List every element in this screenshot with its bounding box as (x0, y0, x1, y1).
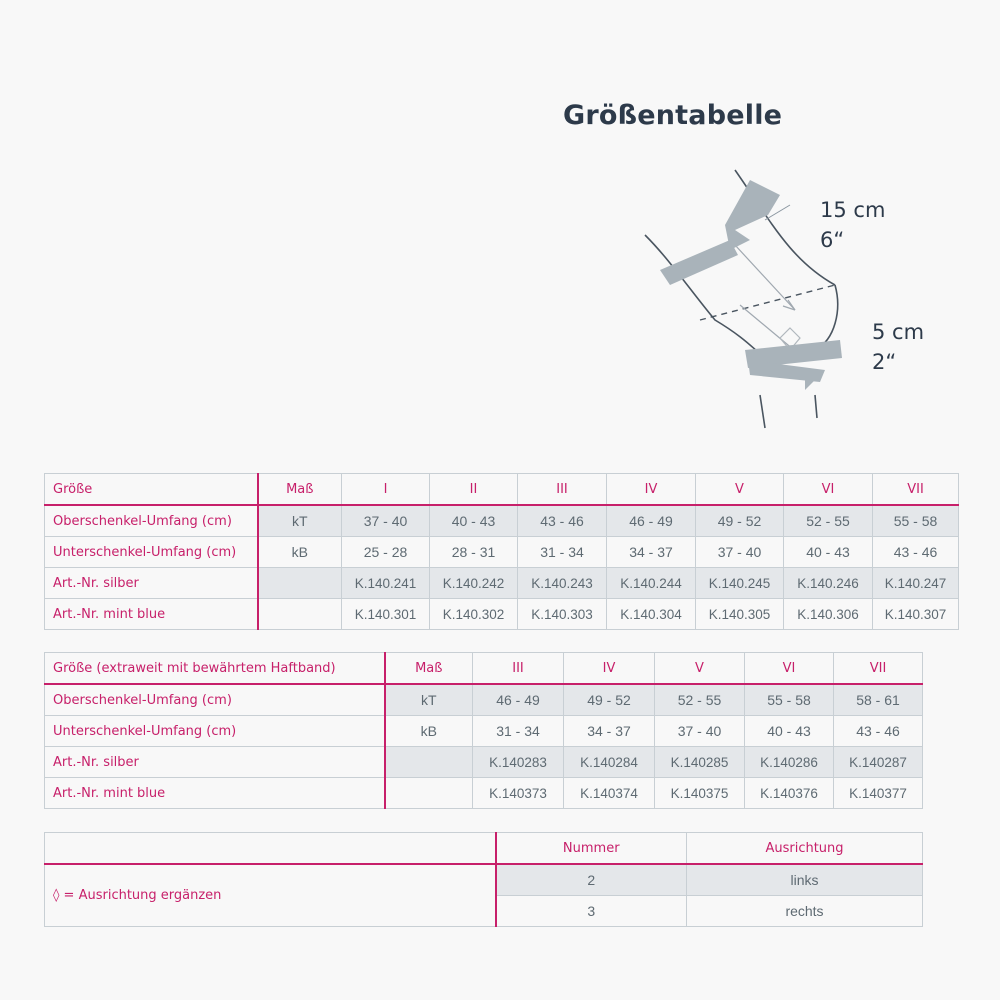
lower-measure-cm: 5 cm (872, 320, 925, 344)
value-cell: K.140.243 (518, 568, 607, 599)
value-cell: K.140376 (745, 778, 834, 809)
table-row (45, 747, 923, 778)
row-label: Unterschenkel-Umfang (cm) (45, 716, 385, 747)
number-header: Nummer (496, 833, 687, 865)
size-col: V (696, 474, 784, 506)
value-cell: 37 - 40 (342, 505, 430, 537)
value-cell: 49 - 52 (564, 684, 655, 716)
mass-header: Maß (385, 653, 473, 685)
table-row (45, 537, 959, 568)
value-cell: K.140.301 (342, 599, 430, 630)
value-cell: 31 - 34 (518, 537, 607, 568)
value-cell: K.140.303 (518, 599, 607, 630)
size-col: III (518, 474, 607, 506)
size-col: IV (564, 653, 655, 685)
value-cell: K.140374 (564, 778, 655, 809)
row-label: Unterschenkel-Umfang (cm) (45, 537, 258, 568)
value-cell: 52 - 55 (655, 684, 745, 716)
value-cell: K.140.306 (784, 599, 873, 630)
upper-measure-cm: 15 cm (820, 198, 886, 222)
mass-cell (385, 778, 473, 809)
size-col: VII (834, 653, 923, 685)
orientation-header: Ausrichtung (687, 833, 923, 865)
size-col: VI (745, 653, 834, 685)
table-row (45, 599, 959, 630)
upper-measure-in: 6“ (820, 228, 845, 252)
value-cell: 28 - 31 (430, 537, 518, 568)
mass-cell (385, 747, 473, 778)
mass-cell: kB (385, 716, 473, 747)
value-cell: K.140373 (473, 778, 564, 809)
table-row (45, 505, 959, 537)
value-cell: K.140.307 (873, 599, 959, 630)
table-row (45, 716, 923, 747)
value-cell: K.140.305 (696, 599, 784, 630)
size-col: IV (607, 474, 696, 506)
table-row (45, 778, 923, 809)
row-label: Art.-Nr. silber (45, 747, 385, 778)
value-cell: 52 - 55 (784, 505, 873, 537)
value-cell: 55 - 58 (745, 684, 834, 716)
row-label: Art.-Nr. silber (45, 568, 258, 599)
size-col: II (430, 474, 518, 506)
value-cell: K.140.245 (696, 568, 784, 599)
value-cell: K.140283 (473, 747, 564, 778)
number-cell: 3 (496, 896, 687, 927)
mass-cell: kT (258, 505, 342, 537)
mass-cell: kB (258, 537, 342, 568)
value-cell: 49 - 52 (696, 505, 784, 537)
value-cell: 40 - 43 (745, 716, 834, 747)
mass-cell (258, 599, 342, 630)
value-cell: K.140.302 (430, 599, 518, 630)
lower-measure-in: 2“ (872, 350, 897, 374)
value-cell: K.140.241 (342, 568, 430, 599)
size-table-extrawide (44, 652, 923, 809)
table-row (45, 684, 923, 716)
value-cell: 46 - 49 (473, 684, 564, 716)
table-row (45, 568, 959, 599)
size-col: I (342, 474, 430, 506)
value-cell: K.140.304 (607, 599, 696, 630)
size-col: V (655, 653, 745, 685)
value-cell: 58 - 61 (834, 684, 923, 716)
orientation-table (44, 832, 923, 927)
page-title: Größentabelle (563, 100, 783, 131)
value-cell: 55 - 58 (873, 505, 959, 537)
value-cell: K.140.242 (430, 568, 518, 599)
value-cell: K.140285 (655, 747, 745, 778)
value-cell: 40 - 43 (784, 537, 873, 568)
value-cell: 31 - 34 (473, 716, 564, 747)
value-cell: K.140375 (655, 778, 745, 809)
value-cell: 46 - 49 (607, 505, 696, 537)
size-header: Größe (45, 474, 258, 506)
value-cell: K.140.246 (784, 568, 873, 599)
mass-cell (258, 568, 342, 599)
value-cell: K.140377 (834, 778, 923, 809)
number-cell: 2 (496, 864, 687, 896)
row-label: Art.-Nr. mint blue (45, 599, 258, 630)
size-col: VII (873, 474, 959, 506)
size-col: III (473, 653, 564, 685)
orientation-cell: rechts (687, 896, 923, 927)
value-cell: K.140286 (745, 747, 834, 778)
size-table-standard (44, 473, 959, 630)
value-cell: 43 - 46 (873, 537, 959, 568)
value-cell: 25 - 28 (342, 537, 430, 568)
table-row (45, 864, 923, 896)
orientation-cell: links (687, 864, 923, 896)
value-cell: 34 - 37 (607, 537, 696, 568)
value-cell: 37 - 40 (655, 716, 745, 747)
size-header: Größe (extraweit mit bewährtem Haftband) (45, 653, 385, 685)
mass-header: Maß (258, 474, 342, 506)
value-cell: K.140.244 (607, 568, 696, 599)
value-cell: 43 - 46 (518, 505, 607, 537)
size-col: VI (784, 474, 873, 506)
row-label: Art.-Nr. mint blue (45, 778, 385, 809)
value-cell: K.140287 (834, 747, 923, 778)
value-cell: K.140.247 (873, 568, 959, 599)
empty-header-cell (45, 833, 496, 865)
value-cell: 43 - 46 (834, 716, 923, 747)
mass-cell: kT (385, 684, 473, 716)
row-label: Oberschenkel-Umfang (cm) (45, 505, 258, 537)
orientation-note: ◊ = Ausrichtung ergänzen (45, 864, 496, 927)
value-cell: K.140284 (564, 747, 655, 778)
value-cell: 34 - 37 (564, 716, 655, 747)
value-cell: 37 - 40 (696, 537, 784, 568)
value-cell: 40 - 43 (430, 505, 518, 537)
row-label: Oberschenkel-Umfang (cm) (45, 684, 385, 716)
